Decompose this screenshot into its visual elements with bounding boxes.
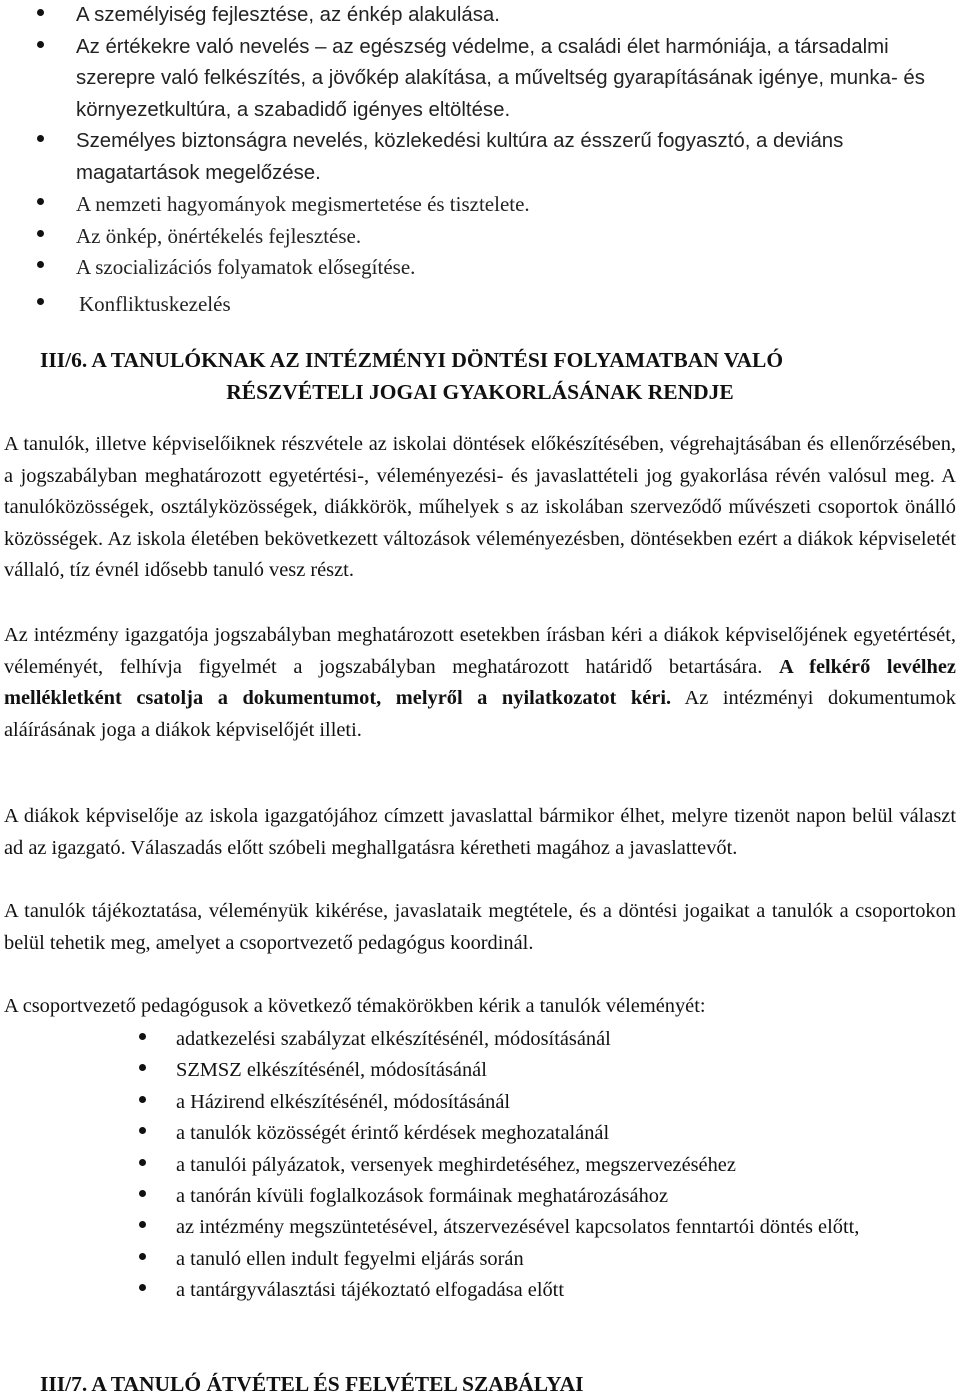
list-item: a Házirend elkészítésénél, módosításánál [0, 1087, 960, 1118]
list-item: a tanuló ellen indult fegyelmi eljárás során [0, 1244, 960, 1275]
bullet-icon [37, 230, 44, 237]
list-item: A nemzeti hagyományok megismertetése és tisztelete. [0, 189, 940, 221]
list-item: a tantárgyválasztási tájékoztató elfogadása előtt [0, 1275, 960, 1306]
section-6-heading-line2: RÉSZVÉTELI JOGAI GYAKORLÁSÁNAK RENDJE [226, 380, 734, 404]
section-6-heading-line1: III/6. A TANULÓKNAK AZ INTÉZMÉNYI DÖNTÉSI FOLYAMATBAN VALÓ [40, 348, 784, 372]
bullet-icon [37, 135, 44, 142]
principal-request-paragraph: Az intézmény igazgatója jogszabályban meghatározott esetekben írásban kéri a diákok képviselőjének egyetértését, véleményét, felhívja figyelmét a jogszabályban meghatározott határidő betartására. A felkérő levélhez mellékletként csatolja a dokumentumot, melyről a nyilatkozatot kéri. Az intézményi dokumentumok aláírásának joga a diákok képviselőjét illeti. [4, 624, 956, 741]
section-7-heading: III/7. A TANULÓ ÁTVÉTEL ÉS FELVÉTEL SZABÁLYAI [40, 1372, 584, 1396]
participation-paragraph: A tanulók, illetve képviselőiknek részvétele az iskolai döntések előkészítésében, végrehajtásában és ellenőrzésében, a jogszabályban meghatározott egyetértési-, véleményezési- és javaslattételi jog gyakorlása révén valósul meg. A tanulóközösségek, osztályközösségek, diákkörök, műhelyek s az iskolában szerveződő művészeti csoportok önálló közösségek. Az iskola életében bekövetkezett változások véleményezésben, döntésekben ezért a diákok képviseletét vállaló, tíz évnél idősebb tanuló vesz részt. [4, 433, 956, 582]
list-item: A szocializációs folyamatok elősegítése. [0, 252, 940, 284]
bullet-icon [139, 1284, 146, 1291]
bullet-icon [139, 1127, 146, 1134]
list-item: az intézmény megszüntetésével, átszervezésével kapcsolatos fenntartói döntés előtt, [0, 1212, 960, 1243]
topics-intro-paragraph: A csoportvezető pedagógusok a következő témakörökben kérik a tanulók véleményét: [4, 995, 706, 1017]
bullet-icon [37, 41, 44, 48]
list-item: adatkezelési szabályzat elkészítésénél, módosításánál [0, 1024, 960, 1055]
list-item: Konfliktuskezelés [0, 289, 940, 321]
list-item: SZMSZ elkészítésénél, módosításánál [0, 1055, 960, 1086]
bullet-icon [139, 1064, 146, 1071]
student-information-paragraph: A tanulók tájékoztatása, véleményük kikérése, javaslataik megtétele, és a döntési jogaikat a tanulók a csoportokon belül tehetik meg, amelyet a csoportvezető pedagógus koordinál. [4, 900, 956, 954]
list-item: Személyes biztonságra nevelés, közlekedési kultúra az ésszerű fogyasztó, a deviáns magatartások megelőzése. [0, 126, 940, 189]
attachment-note: A felkérő levélhez mellékletként csatolja a dokumentumot, melyről a nyilatkozatot kéri. [4, 655, 956, 710]
list-item: a tanulók közösségét érintő kérdések meghozatalánál [0, 1118, 960, 1149]
list-item: A személyiség fejlesztése, az énkép alakulása. [0, 0, 940, 32]
bullet-icon [139, 1159, 146, 1166]
bullet-icon [139, 1253, 146, 1260]
bullet-icon [139, 1190, 146, 1197]
bullet-icon [37, 198, 44, 205]
list-item: Az önkép, önértékelés fejlesztése. [0, 221, 940, 253]
list-item: Az értékekre való nevelés – az egészség védelme, a családi élet harmóniája, a társadalmi szerepre való felkészítés, a jövőkép alakítása, a műveltség gyarapításának igénye, munka- és környezetkultúra, a szabadidő igényes eltöltése. [0, 32, 940, 127]
list-item: a tanulói pályázatok, versenyek meghirdetéséhez, megszervezéséhez [0, 1150, 960, 1181]
bullet-icon [37, 261, 44, 268]
opinion-topics-list [0, 1024, 960, 1307]
section-6-heading [40, 344, 920, 408]
bullet-icon [37, 298, 44, 305]
bullet-icon [37, 9, 44, 16]
student-rep-proposal-paragraph: A diákok képviselője az iskola igazgatójához címzett javaslattal bármikor élhet, melyre tizenöt napon belül választ ad az igazgató. Válaszadás előtt szóbeli meghallgatásra kéretheti magához a javaslattevőt. [4, 805, 956, 859]
bullet-icon [139, 1033, 146, 1040]
list-item: a tanórán kívüli foglalkozások formáinak meghatározásához [0, 1181, 960, 1212]
bullet-icon [139, 1096, 146, 1103]
bullet-icon [139, 1221, 146, 1228]
goals-bullet-list [0, 0, 940, 320]
